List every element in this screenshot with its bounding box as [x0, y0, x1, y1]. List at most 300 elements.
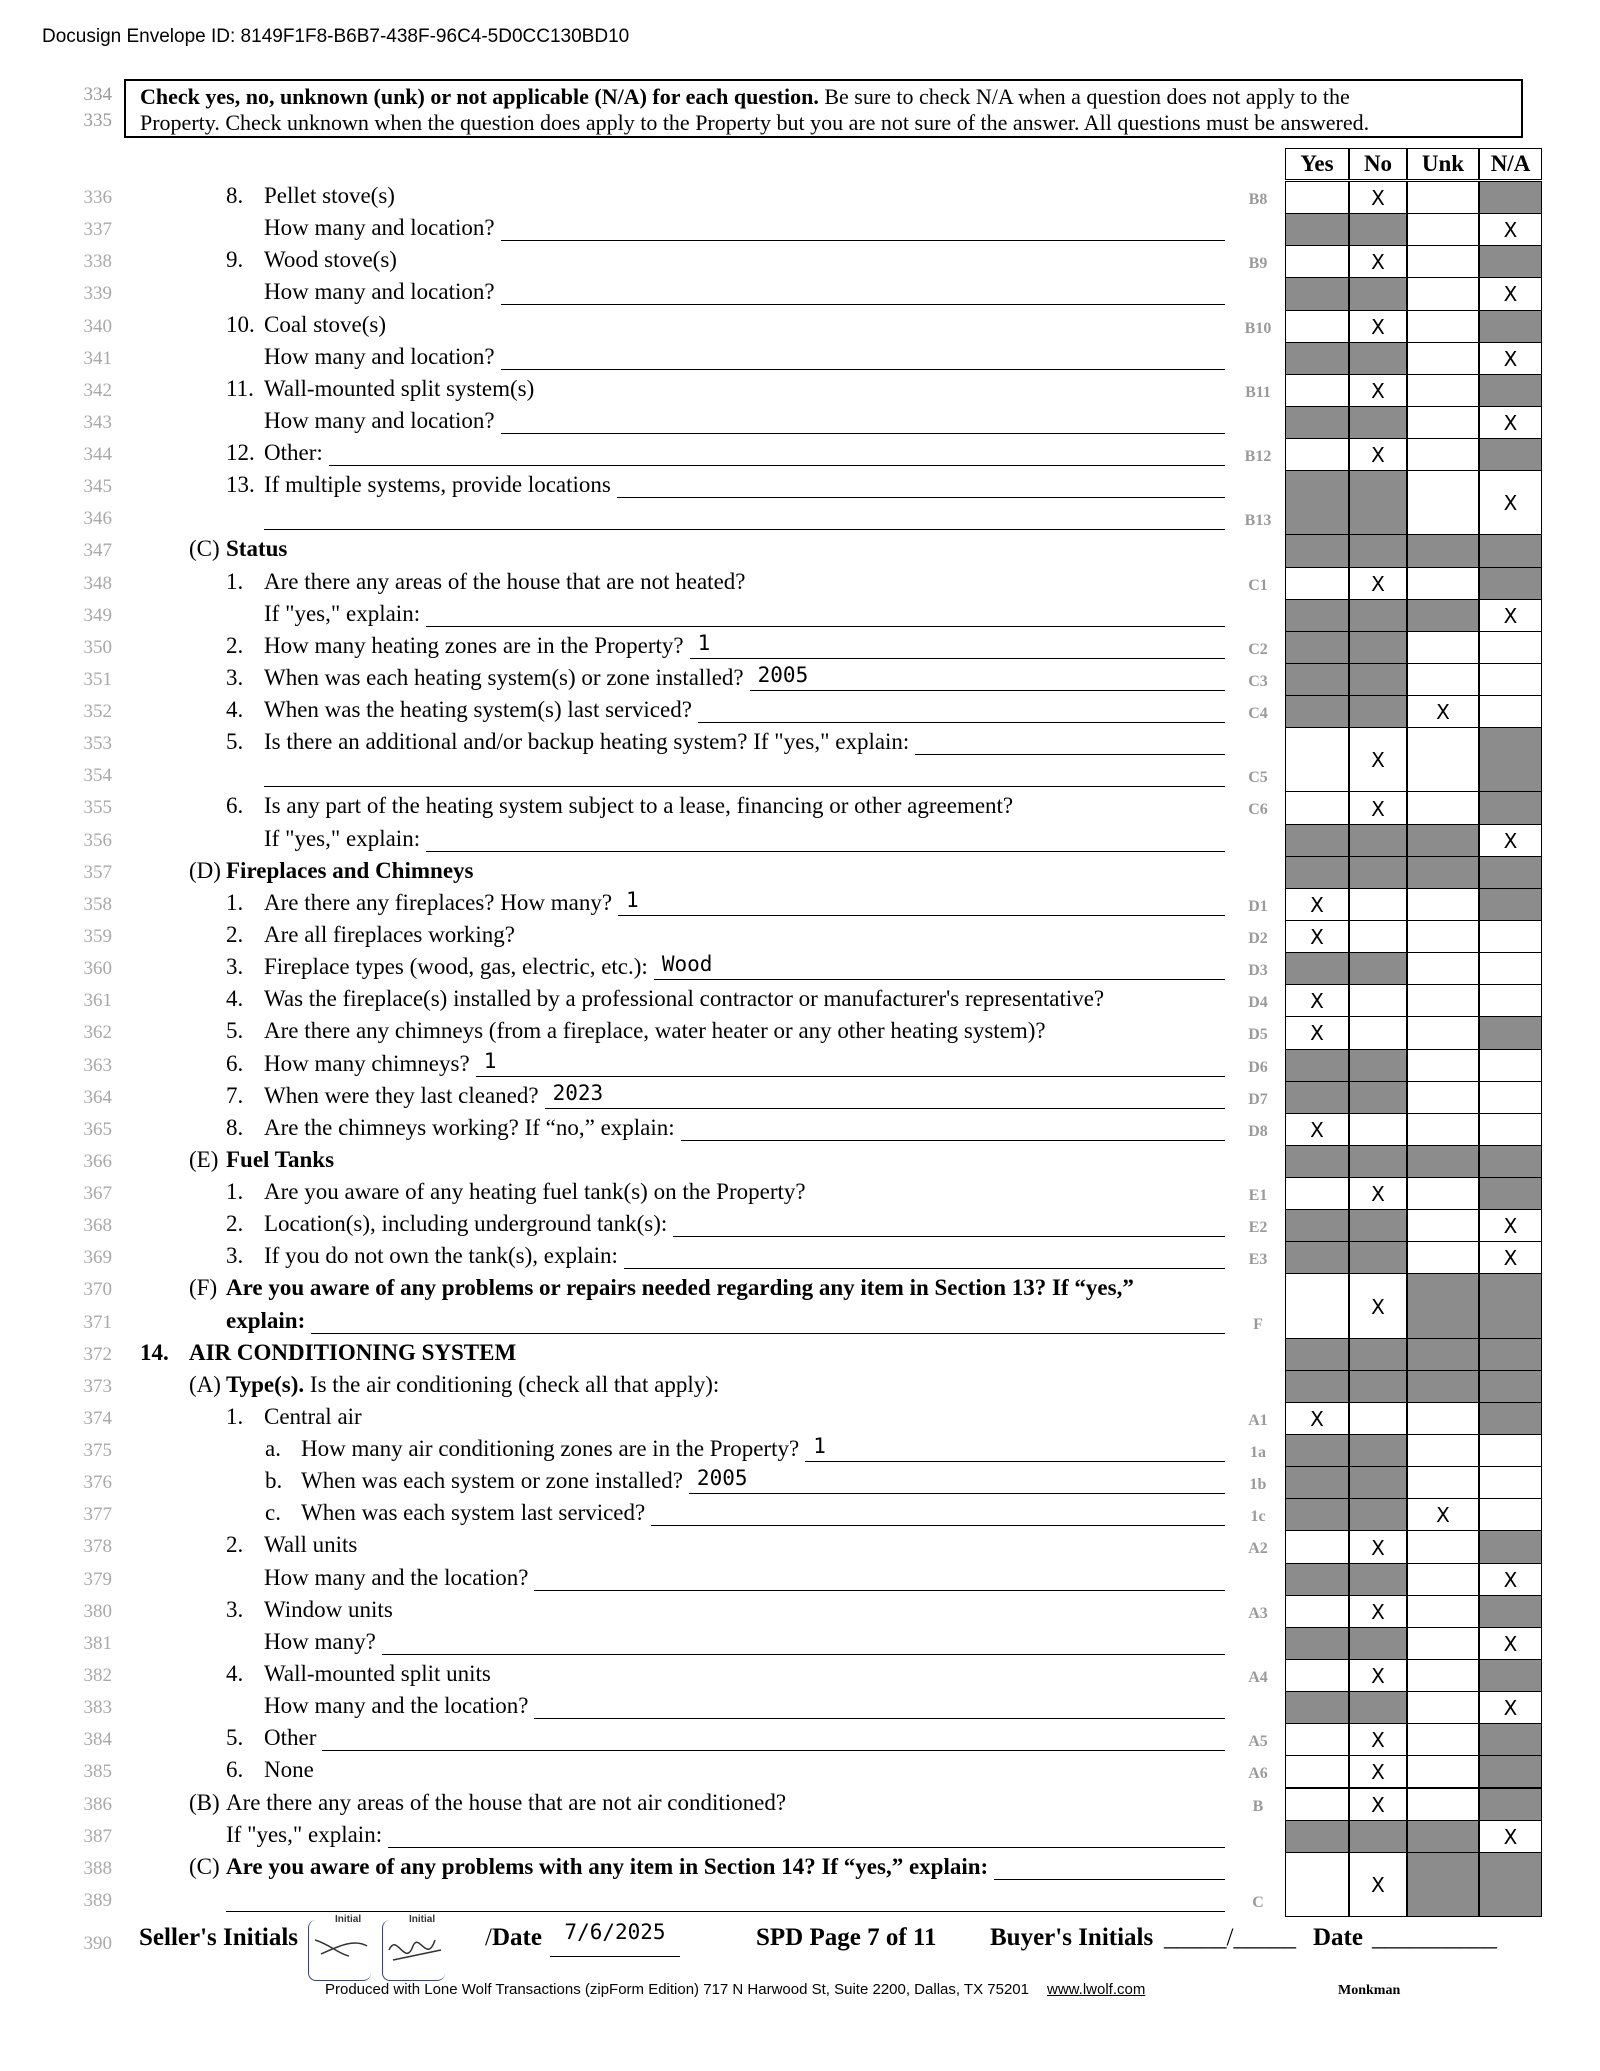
- question-text: [264, 1211, 667, 1237]
- answer-cell[interactable]: [1407, 888, 1479, 921]
- handwritten-answer[interactable]: 2005: [757, 662, 809, 687]
- answer-blank[interactable]: [750, 690, 1225, 691]
- answer-blank[interactable]: [689, 1493, 1225, 1494]
- answer-blank[interactable]: [426, 851, 1225, 852]
- answer-blank[interactable]: [382, 1654, 1225, 1655]
- page-number: SPD Page 7 of 11: [756, 1924, 937, 1951]
- signature-icon: [383, 1920, 445, 1980]
- slash: /: [485, 1924, 492, 1951]
- answer-blank[interactable]: [624, 1268, 1225, 1269]
- handwritten-answer[interactable]: Wood: [661, 952, 713, 977]
- answer-cell[interactable]: [1407, 1691, 1479, 1724]
- answer-blank[interactable]: [994, 1879, 1225, 1880]
- item-number: 6.: [226, 793, 244, 819]
- line-number: 372: [83, 1343, 112, 1365]
- item-number: 10.: [226, 311, 255, 337]
- answer-cell[interactable]: [1479, 1241, 1542, 1274]
- item-number: 4.: [226, 986, 244, 1012]
- question-text: [264, 344, 495, 370]
- answer-cell[interactable]: [1479, 342, 1542, 375]
- answer-cell[interactable]: [1407, 1627, 1479, 1660]
- answer-cell: [1407, 1852, 1479, 1917]
- question-text: [264, 1629, 376, 1655]
- check-mark: X: [1503, 1631, 1518, 1656]
- check-mark: X: [1371, 1664, 1385, 1689]
- answer-cell[interactable]: [1407, 1755, 1479, 1788]
- answer-blank[interactable]: [654, 979, 1225, 980]
- answer-cell: [1285, 277, 1349, 310]
- question-text: [264, 1115, 675, 1141]
- answer-cell[interactable]: [1407, 952, 1479, 985]
- line-number: 380: [83, 1600, 112, 1622]
- answer-cell[interactable]: [1349, 1595, 1407, 1628]
- line-number: 356: [83, 829, 112, 851]
- answer-blank[interactable]: [501, 240, 1225, 241]
- answer-blank[interactable]: [322, 1750, 1225, 1751]
- answer-cell: [1479, 1273, 1542, 1338]
- answer-cell[interactable]: [1407, 1241, 1479, 1274]
- answer-cell[interactable]: [1407, 374, 1479, 407]
- answer-cell[interactable]: [1479, 824, 1542, 857]
- buyer-initials-field[interactable]: _____/_____: [1164, 1924, 1296, 1951]
- answer-cell[interactable]: [1349, 1788, 1407, 1821]
- instructions-box: [124, 79, 1523, 138]
- question-label: Other: [264, 1725, 317, 1751]
- item-number: (A): [189, 1371, 221, 1397]
- line-number: 368: [83, 1215, 112, 1237]
- answer-cell[interactable]: [1407, 1466, 1479, 1499]
- answer-cell[interactable]: [1479, 1209, 1542, 1242]
- answer-cell[interactable]: [1349, 727, 1407, 792]
- answer-cell[interactable]: [1349, 1530, 1407, 1563]
- answer-cell[interactable]: [1285, 1723, 1349, 1756]
- check-mark: X: [1503, 1824, 1518, 1849]
- answer-cell[interactable]: [1407, 1723, 1479, 1756]
- item-number: a.: [265, 1436, 281, 1462]
- column-header: Yes: [1285, 148, 1349, 180]
- answer-cell[interactable]: [1285, 920, 1349, 953]
- answer-cell[interactable]: [1349, 1755, 1407, 1788]
- produced-by: [325, 1981, 1145, 1998]
- item-number: 4.: [226, 1660, 244, 1686]
- line-number: 334: [83, 84, 112, 105]
- item-code: D3: [1248, 962, 1268, 980]
- answer-cell: [1479, 310, 1542, 343]
- question-label: Are you aware of any problems or repairs needed regarding any item in Section 13? If “yes,”: [226, 1275, 1134, 1301]
- answer-cell[interactable]: [1349, 1273, 1407, 1338]
- question-label: How many chimneys?: [264, 1050, 470, 1076]
- answer-cell: [1349, 406, 1407, 439]
- answer-cell[interactable]: [1479, 470, 1542, 535]
- answer-cell[interactable]: [1479, 631, 1542, 664]
- answer-cell[interactable]: [1407, 1177, 1479, 1210]
- answer-cell[interactable]: [1407, 1788, 1479, 1821]
- question-label: How many heating zones are in the Property?: [264, 632, 684, 658]
- answer-cell[interactable]: [1285, 791, 1349, 824]
- item-number: (F): [189, 1275, 218, 1301]
- answer-cell: [1285, 470, 1349, 535]
- answer-cell: [1407, 1273, 1479, 1338]
- buyer-initials-label: Buyer's Initials: [990, 1924, 1154, 1951]
- line-number: 349: [83, 604, 112, 626]
- question-label: Central air: [264, 1403, 362, 1429]
- answer-cell[interactable]: [1285, 438, 1349, 471]
- handwritten-answer[interactable]: 1: [813, 1434, 826, 1459]
- answer-cell: [1349, 1498, 1407, 1531]
- answer-cell: [1479, 1852, 1542, 1917]
- question-label: If "yes," explain:: [264, 600, 421, 626]
- question-text: [264, 569, 745, 595]
- question-label: How many air conditioning zones are in the Property?: [301, 1436, 800, 1462]
- answer-cell[interactable]: [1285, 1659, 1349, 1692]
- answer-cell: [1407, 1820, 1479, 1853]
- answer-blank[interactable]: [681, 1140, 1225, 1141]
- answer-cell[interactable]: [1479, 277, 1542, 310]
- answer-cell[interactable]: [1349, 791, 1407, 824]
- answer-cell: [1349, 856, 1407, 889]
- line-number: 340: [83, 315, 112, 337]
- answer-cell[interactable]: [1479, 1691, 1542, 1724]
- check-mark: X: [1503, 282, 1518, 307]
- answer-cell[interactable]: [1479, 1113, 1542, 1146]
- question-label: Are there any areas of the house that are not heated?: [264, 568, 746, 594]
- answer-cell[interactable]: [1349, 310, 1407, 343]
- answer-cell[interactable]: [1407, 1049, 1479, 1082]
- answer-cell: [1479, 438, 1542, 471]
- check-mark: X: [1503, 1696, 1518, 1721]
- answer-blank[interactable]: [698, 722, 1225, 723]
- question-label: Is there an additional and/or backup heating system? If "yes," explain:: [264, 729, 910, 755]
- answer-cell[interactable]: [1349, 1852, 1407, 1917]
- check-mark: X: [1371, 314, 1385, 339]
- item-number: 8.: [226, 1114, 244, 1140]
- answer-cell[interactable]: [1407, 213, 1479, 246]
- answer-cell[interactable]: [1407, 791, 1479, 824]
- answer-cell[interactable]: [1407, 984, 1479, 1017]
- answer-cell: [1479, 1402, 1542, 1435]
- answer-cell[interactable]: [1407, 1402, 1479, 1435]
- question-label: Wood stove(s): [264, 247, 397, 273]
- answer-cell[interactable]: [1285, 888, 1349, 921]
- answer-cell[interactable]: [1285, 1402, 1349, 1435]
- answer-blank[interactable]: [501, 433, 1225, 434]
- answer-blank[interactable]: [264, 786, 1225, 787]
- answer-cell[interactable]: [1407, 727, 1479, 792]
- question-label: Wall-mounted split units: [264, 1660, 491, 1686]
- answer-cell[interactable]: [1285, 567, 1349, 600]
- item-number: b.: [265, 1468, 283, 1494]
- answer-cell: [1349, 824, 1407, 857]
- answer-cell: [1285, 1691, 1349, 1724]
- answer-blank[interactable]: [805, 1461, 1225, 1462]
- answer-cell[interactable]: [1349, 245, 1407, 278]
- question-text: [264, 247, 397, 273]
- answer-cell[interactable]: [1479, 1081, 1542, 1114]
- answer-cell[interactable]: [1285, 1530, 1349, 1563]
- answer-cell[interactable]: [1407, 342, 1479, 375]
- answer-cell[interactable]: [1349, 374, 1407, 407]
- question-text: [264, 1179, 806, 1205]
- question-label: Pellet stove(s): [264, 183, 395, 208]
- answer-cell[interactable]: [1479, 1466, 1542, 1499]
- answer-cell: [1479, 534, 1542, 567]
- answer-cell[interactable]: [1407, 1434, 1479, 1467]
- answer-cell[interactable]: [1479, 952, 1542, 985]
- answer-cell[interactable]: [1285, 245, 1349, 278]
- line-number: 382: [83, 1664, 112, 1686]
- envelope-id: Docusign Envelope ID: 8149F1F8-B6B7-438F-96C4-5D0CC130BD10: [42, 26, 630, 47]
- question-label: Type(s).: [226, 1371, 305, 1397]
- item-number: (D): [189, 857, 221, 883]
- answer-cell[interactable]: [1407, 631, 1479, 664]
- line-number: 389: [83, 1889, 112, 1911]
- question-text: [226, 858, 473, 884]
- answer-cell[interactable]: [1407, 1113, 1479, 1146]
- answer-cell[interactable]: [1349, 567, 1407, 600]
- item-code: C: [1252, 1893, 1264, 1911]
- answer-cell: [1349, 1466, 1407, 1499]
- answer-cell[interactable]: [1407, 1595, 1479, 1628]
- item-number: 3.: [226, 1596, 244, 1622]
- question-text: [264, 279, 495, 305]
- item-number: (C): [189, 1853, 220, 1879]
- line-number: 342: [83, 379, 112, 401]
- answer-blank[interactable]: [388, 1847, 1225, 1848]
- answer-cell[interactable]: [1479, 1434, 1542, 1467]
- item-code: D4: [1248, 994, 1268, 1012]
- answer-cell[interactable]: [1349, 438, 1407, 471]
- answer-cell[interactable]: [1479, 695, 1542, 728]
- answer-cell: [1349, 695, 1407, 728]
- item-code: A2: [1248, 1540, 1268, 1558]
- answer-cell: [1285, 1370, 1349, 1403]
- check-mark: X: [1503, 828, 1518, 853]
- question-label: Are the chimneys working? If “no,” explain:: [264, 1114, 675, 1140]
- answer-cell[interactable]: [1407, 438, 1479, 471]
- answer-cell[interactable]: [1285, 1177, 1349, 1210]
- check-mark: X: [1310, 892, 1324, 917]
- seller-initial-field-1[interactable]: [308, 1914, 371, 1981]
- answer-cell: [1285, 631, 1349, 664]
- answer-blank[interactable]: [690, 658, 1225, 659]
- answer-cell[interactable]: [1349, 1723, 1407, 1756]
- handwritten-answer[interactable]: 1: [697, 630, 711, 655]
- answer-cell[interactable]: [1285, 374, 1349, 407]
- question-label: When was the heating system(s) last serviced?: [264, 697, 692, 723]
- answer-cell[interactable]: [1407, 1659, 1479, 1692]
- answer-cell[interactable]: [1407, 277, 1479, 310]
- answer-cell[interactable]: [1407, 567, 1479, 600]
- seller-initial-field-2[interactable]: [382, 1914, 445, 1981]
- answer-cell[interactable]: [1407, 1498, 1479, 1531]
- item-number: 2.: [226, 1211, 244, 1237]
- item-code: A6: [1248, 1765, 1268, 1783]
- answer-cell[interactable]: [1407, 1563, 1479, 1596]
- answer-cell[interactable]: [1285, 1273, 1349, 1338]
- answer-cell[interactable]: [1285, 1852, 1349, 1917]
- date-label: Date: [492, 1924, 542, 1951]
- answer-cell[interactable]: [1349, 1177, 1407, 1210]
- answer-blank[interactable]: [534, 1590, 1225, 1591]
- item-code: C4: [1248, 705, 1268, 723]
- check-mark: X: [1503, 1246, 1518, 1271]
- check-mark: X: [1371, 1792, 1385, 1817]
- answer-blank[interactable]: [311, 1333, 1225, 1334]
- answer-cell[interactable]: [1349, 1113, 1407, 1146]
- answer-cell: [1285, 1627, 1349, 1660]
- answer-cell[interactable]: [1407, 470, 1479, 535]
- line-number: 361: [83, 990, 112, 1012]
- check-mark: X: [1310, 1021, 1324, 1046]
- item-number: 5.: [226, 1018, 244, 1044]
- item-code: C2: [1248, 640, 1268, 658]
- answer-blank[interactable]: [264, 529, 1225, 530]
- answer-blank[interactable]: [651, 1525, 1225, 1526]
- item-number: (C): [189, 536, 220, 562]
- line-number: 344: [83, 444, 112, 466]
- answer-blank[interactable]: [501, 304, 1225, 305]
- check-mark: X: [1503, 603, 1518, 628]
- answer-cell[interactable]: [1407, 695, 1479, 728]
- check-mark: X: [1371, 250, 1385, 275]
- item-code: A4: [1248, 1668, 1268, 1686]
- question-text: [264, 1597, 393, 1623]
- answer-cell[interactable]: [1349, 1402, 1407, 1435]
- answer-cell[interactable]: [1479, 1627, 1542, 1660]
- lwolf-link[interactable]: www.lwolf.com: [1046, 1981, 1146, 1998]
- question-text: [264, 665, 744, 691]
- line-number: 367: [83, 1183, 112, 1205]
- answer-cell[interactable]: [1349, 181, 1407, 214]
- handwritten-answer[interactable]: 1: [626, 887, 639, 912]
- handwritten-answer[interactable]: 1: [483, 1048, 497, 1073]
- answer-cell[interactable]: [1285, 1755, 1349, 1788]
- question-text: [264, 472, 611, 498]
- item-number: 1.: [226, 1179, 244, 1205]
- answer-cell[interactable]: [1479, 1820, 1542, 1853]
- answer-cell: [1479, 1788, 1542, 1821]
- item-code: B8: [1248, 191, 1268, 208]
- answer-cell[interactable]: [1479, 213, 1542, 246]
- answer-cell[interactable]: [1479, 406, 1542, 439]
- line-number: 365: [83, 1118, 112, 1140]
- answer-cell[interactable]: [1349, 984, 1407, 1017]
- answer-cell[interactable]: [1285, 310, 1349, 343]
- answer-cell[interactable]: [1407, 406, 1479, 439]
- item-code: B10: [1244, 319, 1272, 337]
- seller-date-field[interactable]: 7/6/2025: [550, 1920, 680, 1957]
- answer-cell[interactable]: [1407, 181, 1479, 214]
- answer-cell: [1479, 1723, 1542, 1756]
- answer-cell[interactable]: [1407, 1081, 1479, 1114]
- answer-cell[interactable]: [1285, 1788, 1349, 1821]
- question-label: How many and location?: [264, 407, 495, 433]
- initial-label: Initial: [409, 1914, 436, 1925]
- answer-cell[interactable]: [1285, 1595, 1349, 1628]
- question-text: [226, 1147, 334, 1173]
- item-code: C3: [1248, 672, 1268, 690]
- item-code: A5: [1248, 1733, 1268, 1751]
- check-mark: X: [1371, 796, 1385, 821]
- answer-blank[interactable]: [617, 497, 1225, 498]
- answer-cell: [1349, 1338, 1407, 1371]
- signature-icon: [309, 1920, 371, 1980]
- answer-cell[interactable]: [1349, 1016, 1407, 1049]
- line-number: 343: [83, 411, 112, 433]
- answer-cell[interactable]: [1479, 599, 1542, 632]
- answer-cell[interactable]: [1349, 1659, 1407, 1692]
- item-number: 3.: [226, 1243, 244, 1269]
- answer-cell[interactable]: [1285, 1113, 1349, 1146]
- line-number: 336: [83, 187, 112, 208]
- answer-blank[interactable]: [476, 1076, 1225, 1077]
- answer-cell[interactable]: [1349, 888, 1407, 921]
- answer-cell[interactable]: [1479, 920, 1542, 953]
- answer-blank[interactable]: [501, 369, 1225, 370]
- answer-cell[interactable]: [1285, 984, 1349, 1017]
- question-text: [226, 1372, 719, 1398]
- answer-blank[interactable]: [329, 465, 1225, 466]
- line-number: 384: [83, 1729, 112, 1751]
- question-text: [301, 1436, 799, 1462]
- line-number: 347: [83, 540, 112, 562]
- answer-cell[interactable]: [1407, 1530, 1479, 1563]
- answer-blank[interactable]: [915, 754, 1225, 755]
- answer-cell[interactable]: [1479, 1049, 1542, 1082]
- answer-blank[interactable]: [426, 626, 1225, 627]
- question-label: Wall units: [264, 1532, 358, 1558]
- column-header: N/A: [1479, 148, 1542, 180]
- answer-cell: [1479, 1659, 1542, 1692]
- answer-blank[interactable]: [534, 1718, 1225, 1719]
- answer-cell[interactable]: [1407, 920, 1479, 953]
- item-number: 5.: [226, 1725, 244, 1751]
- buyer-date-field[interactable]: __________: [1372, 1924, 1497, 1951]
- answer-cell[interactable]: [1407, 1209, 1479, 1242]
- answer-cell[interactable]: [1479, 663, 1542, 696]
- answer-cell: [1285, 952, 1349, 985]
- answer-cell[interactable]: [1407, 310, 1479, 343]
- check-mark: X: [1310, 925, 1324, 950]
- answer-blank[interactable]: [226, 1911, 1225, 1912]
- handwritten-answer[interactable]: 2023: [552, 1080, 604, 1105]
- answer-blank[interactable]: [545, 1108, 1225, 1109]
- answer-cell[interactable]: [1349, 920, 1407, 953]
- handwritten-answer[interactable]: 2005: [696, 1466, 748, 1491]
- answer-cell[interactable]: [1479, 1563, 1542, 1596]
- answer-blank[interactable]: [618, 915, 1225, 916]
- answer-cell[interactable]: [1407, 663, 1479, 696]
- answer-cell[interactable]: [1407, 1016, 1479, 1049]
- answer-cell[interactable]: [1285, 1016, 1349, 1049]
- item-number: 1.: [226, 1403, 244, 1429]
- answer-cell: [1285, 599, 1349, 632]
- answer-cell: [1349, 1370, 1407, 1403]
- answer-cell[interactable]: [1285, 181, 1349, 214]
- item-number: 2.: [226, 1532, 244, 1558]
- item-number: 13.: [226, 472, 255, 498]
- answer-cell: [1349, 470, 1407, 535]
- item-number: 1.: [226, 568, 244, 594]
- answer-cell[interactable]: [1407, 245, 1479, 278]
- line-number: 359: [83, 925, 112, 947]
- question-label: Location(s), including underground tank(s):: [264, 1211, 668, 1237]
- answer-cell[interactable]: [1479, 984, 1542, 1017]
- answer-cell[interactable]: [1479, 1498, 1542, 1531]
- item-code: 1b: [1249, 1476, 1267, 1494]
- answer-cell[interactable]: [1285, 727, 1349, 792]
- answer-blank[interactable]: [673, 1236, 1225, 1237]
